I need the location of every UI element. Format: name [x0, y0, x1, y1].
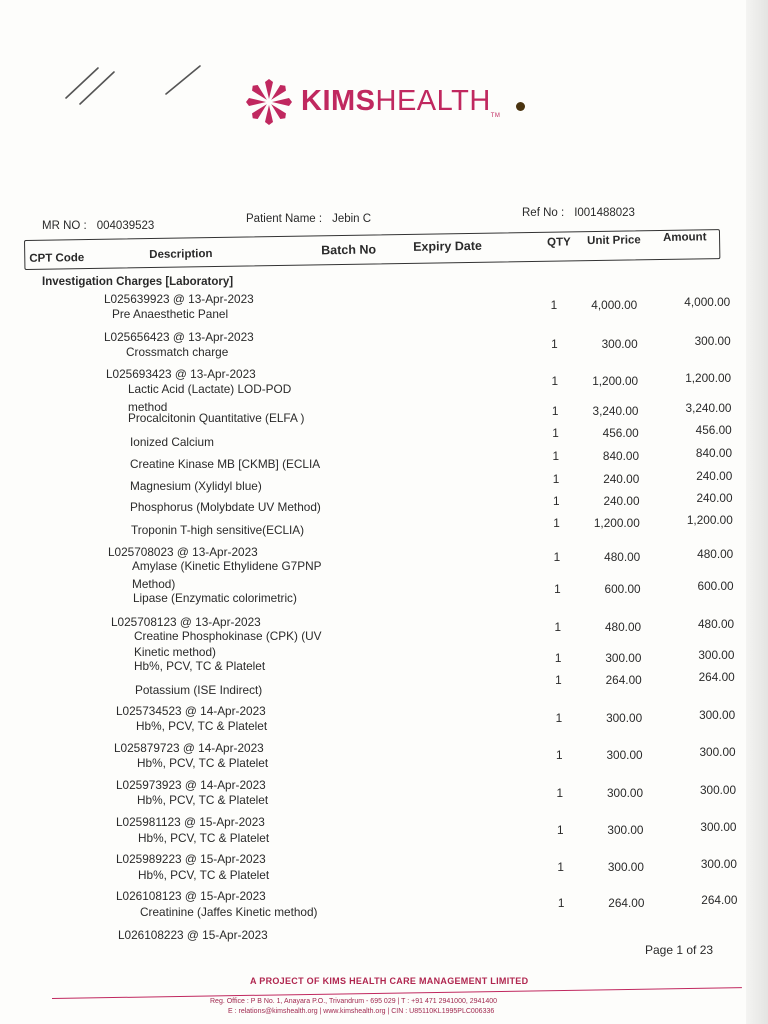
- item-unit-price: 3,240.00: [592, 404, 639, 418]
- item-description: Crossmatch charge: [126, 345, 229, 359]
- pen-scribble: [58, 60, 208, 110]
- item-unit-price: 600.00: [604, 582, 641, 596]
- section-title: Investigation Charges [Laboratory]: [42, 276, 234, 288]
- item-unit-price: 300.00: [607, 823, 644, 837]
- item-unit-price: 240.00: [603, 472, 640, 486]
- order-line: Kinetic method): [134, 645, 216, 659]
- item-description: Creatine Phosphokinase (CPK) (UV: [134, 629, 322, 643]
- item-qty: 1: [556, 823, 564, 837]
- item-description: Hb%, PCV, TC & Platelet: [136, 719, 268, 733]
- item-amount: 264.00: [698, 670, 735, 684]
- footer-address: Reg. Office : P B No. 1, Anayara P.O., Trivandrum - 695 029 | T : +91 471 2941000, 2941400: [210, 998, 497, 1005]
- item-qty: 1: [551, 337, 558, 351]
- item-qty: 1: [550, 298, 558, 312]
- item-unit-price: 1,200.00: [593, 516, 640, 530]
- item-amount: 1,200.00: [686, 513, 733, 527]
- order-line: L025879723 @ 14-Apr-2023: [114, 741, 264, 755]
- item-qty: 1: [552, 449, 560, 463]
- item-description: Pre Anaesthetic Panel: [112, 307, 229, 321]
- header-unit-price: Unit Price: [586, 234, 641, 248]
- item-unit-price: 1,200.00: [592, 374, 639, 388]
- item-amount: 4,000.00: [684, 295, 731, 309]
- item-qty: 1: [554, 651, 562, 665]
- item-amount: 300.00: [698, 648, 735, 662]
- order-line: L026108123 @ 15-Apr-2023: [116, 889, 266, 903]
- item-description: Magnesium (Xylidyl blue): [130, 479, 262, 493]
- ref-no: Ref No : I001488023: [522, 207, 635, 219]
- item-amount: 456.00: [695, 423, 732, 437]
- item-amount: 600.00: [697, 579, 734, 593]
- item-description: Hb%, PCV, TC & Platelet: [138, 831, 270, 845]
- order-line: L025708123 @ 13-Apr-2023: [111, 615, 261, 629]
- ink-dot: [516, 102, 525, 111]
- item-description: Lactic Acid (Lactate) LOD-POD: [128, 382, 292, 396]
- item-unit-price: 480.00: [604, 620, 642, 634]
- item-amount: 1,200.00: [685, 371, 732, 385]
- item-unit-price: 300.00: [606, 748, 643, 762]
- item-amount: 300.00: [694, 334, 731, 348]
- item-amount: 240.00: [696, 469, 733, 483]
- item-amount: 300.00: [699, 708, 736, 722]
- order-line: L026108223 @ 15-Apr-2023: [118, 928, 268, 942]
- item-unit-price: 300.00: [606, 711, 643, 725]
- footer-title: A PROJECT OF KIMS HEALTH CARE MANAGEMENT LIMITED: [250, 976, 529, 986]
- item-qty: 1: [551, 374, 559, 388]
- item-description: Ionized Calcium: [130, 435, 214, 449]
- item-description: Potassium (ISE Indirect): [135, 683, 263, 697]
- item-qty: 1: [557, 860, 564, 874]
- item-amount: 480.00: [697, 617, 735, 631]
- item-unit-price: 264.00: [605, 673, 642, 687]
- item-amount: 480.00: [697, 547, 734, 561]
- order-line: L025989223 @ 15-Apr-2023: [116, 852, 266, 866]
- item-description: Hb%, PCV, TC & Platelet: [138, 868, 270, 882]
- item-unit-price: 300.00: [605, 651, 642, 665]
- order-line: L025639923 @ 13-Apr-2023: [104, 292, 254, 306]
- item-unit-price: 264.00: [608, 896, 645, 910]
- item-qty: 1: [553, 516, 560, 530]
- flower-logo-icon: [245, 78, 293, 126]
- item-unit-price: 300.00: [607, 860, 644, 874]
- item-description: Amylase (Kinetic Ethylidene G7PNP: [132, 559, 322, 573]
- order-line: L025656423 @ 13-Apr-2023: [104, 330, 254, 344]
- item-qty: 1: [552, 472, 560, 486]
- item-amount: 300.00: [699, 783, 737, 797]
- item-qty: 1: [556, 748, 563, 762]
- item-description: Lipase (Enzymatic colorimetric): [133, 591, 297, 605]
- item-unit-price: 240.00: [603, 494, 640, 508]
- header-cpt: CPT Code: [29, 252, 85, 265]
- header-expiry: Expiry Date: [413, 238, 483, 254]
- page-number: Page 1 of 23: [645, 943, 714, 957]
- item-description: Hb%, PCV, TC & Platelet: [134, 659, 266, 673]
- header-amount: Amount: [662, 231, 707, 244]
- item-description: Creatinine (Jaffes Kinetic method): [140, 905, 318, 919]
- order-line: L025693423 @ 13-Apr-2023: [106, 367, 256, 381]
- paper-edge: [746, 0, 768, 1024]
- table-header: [24, 229, 720, 270]
- order-line: L025708023 @ 13-Apr-2023: [108, 545, 258, 559]
- item-unit-price: 300.00: [606, 786, 644, 800]
- footer-contact: E : relations@kimshealth.org | www.kimshealth.org | CIN : U85110KL1995PLC006336: [228, 1008, 495, 1015]
- order-line: method: [128, 400, 168, 414]
- order-line: Method): [132, 577, 176, 591]
- item-unit-price: 300.00: [601, 337, 638, 351]
- item-unit-price: 456.00: [602, 426, 639, 440]
- item-description: Creatine Kinase MB [CKMB] (ECLIA: [130, 457, 321, 471]
- item-description: Hb%, PCV, TC & Platelet: [137, 793, 269, 807]
- order-line: L025734523 @ 14-Apr-2023: [116, 704, 266, 718]
- item-description: Phosphorus (Molybdate UV Method): [130, 500, 321, 514]
- patient-name: Patient Name : Jebin C: [246, 213, 372, 225]
- item-qty: 1: [557, 896, 565, 910]
- order-line: L025981123 @ 15-Apr-2023: [116, 815, 265, 829]
- item-unit-price: 4,000.00: [591, 298, 638, 312]
- mr-no: MR NO : 004039523: [42, 220, 155, 232]
- item-qty: 1: [555, 711, 563, 725]
- item-amount: 300.00: [700, 857, 737, 871]
- item-unit-price: 480.00: [604, 550, 641, 564]
- kimshealth-logo: [245, 78, 525, 126]
- item-amount: 3,240.00: [685, 401, 732, 415]
- item-qty: 1: [555, 673, 562, 687]
- header-batch: Batch No: [321, 242, 377, 258]
- item-qty: 1: [552, 426, 559, 440]
- item-description: Troponin T-high sensitive(ECLIA): [131, 523, 305, 537]
- item-amount: 264.00: [701, 893, 738, 907]
- order-line: L025973923 @ 14-Apr-2023: [116, 778, 266, 792]
- item-qty: 1: [553, 550, 561, 564]
- item-qty: 1: [556, 786, 564, 800]
- item-qty: 1: [554, 620, 562, 634]
- item-qty: 1: [554, 582, 561, 596]
- header-description: Description: [149, 248, 213, 262]
- header-qty: QTY: [547, 236, 571, 249]
- item-amount: 240.00: [696, 491, 733, 505]
- item-amount: 840.00: [695, 446, 733, 460]
- brand-name: $KIMSHEALTH_{TM}$: [301, 85, 501, 119]
- item-unit-price: 840.00: [602, 449, 640, 463]
- item-description: Procalcitonin Quantitative (ELFA ): [128, 411, 305, 425]
- item-qty: 1: [551, 404, 559, 418]
- item-amount: 300.00: [700, 820, 737, 834]
- item-qty: 1: [552, 494, 560, 508]
- item-amount: 300.00: [699, 745, 736, 759]
- item-description: Hb%, PCV, TC & Platelet: [137, 756, 269, 770]
